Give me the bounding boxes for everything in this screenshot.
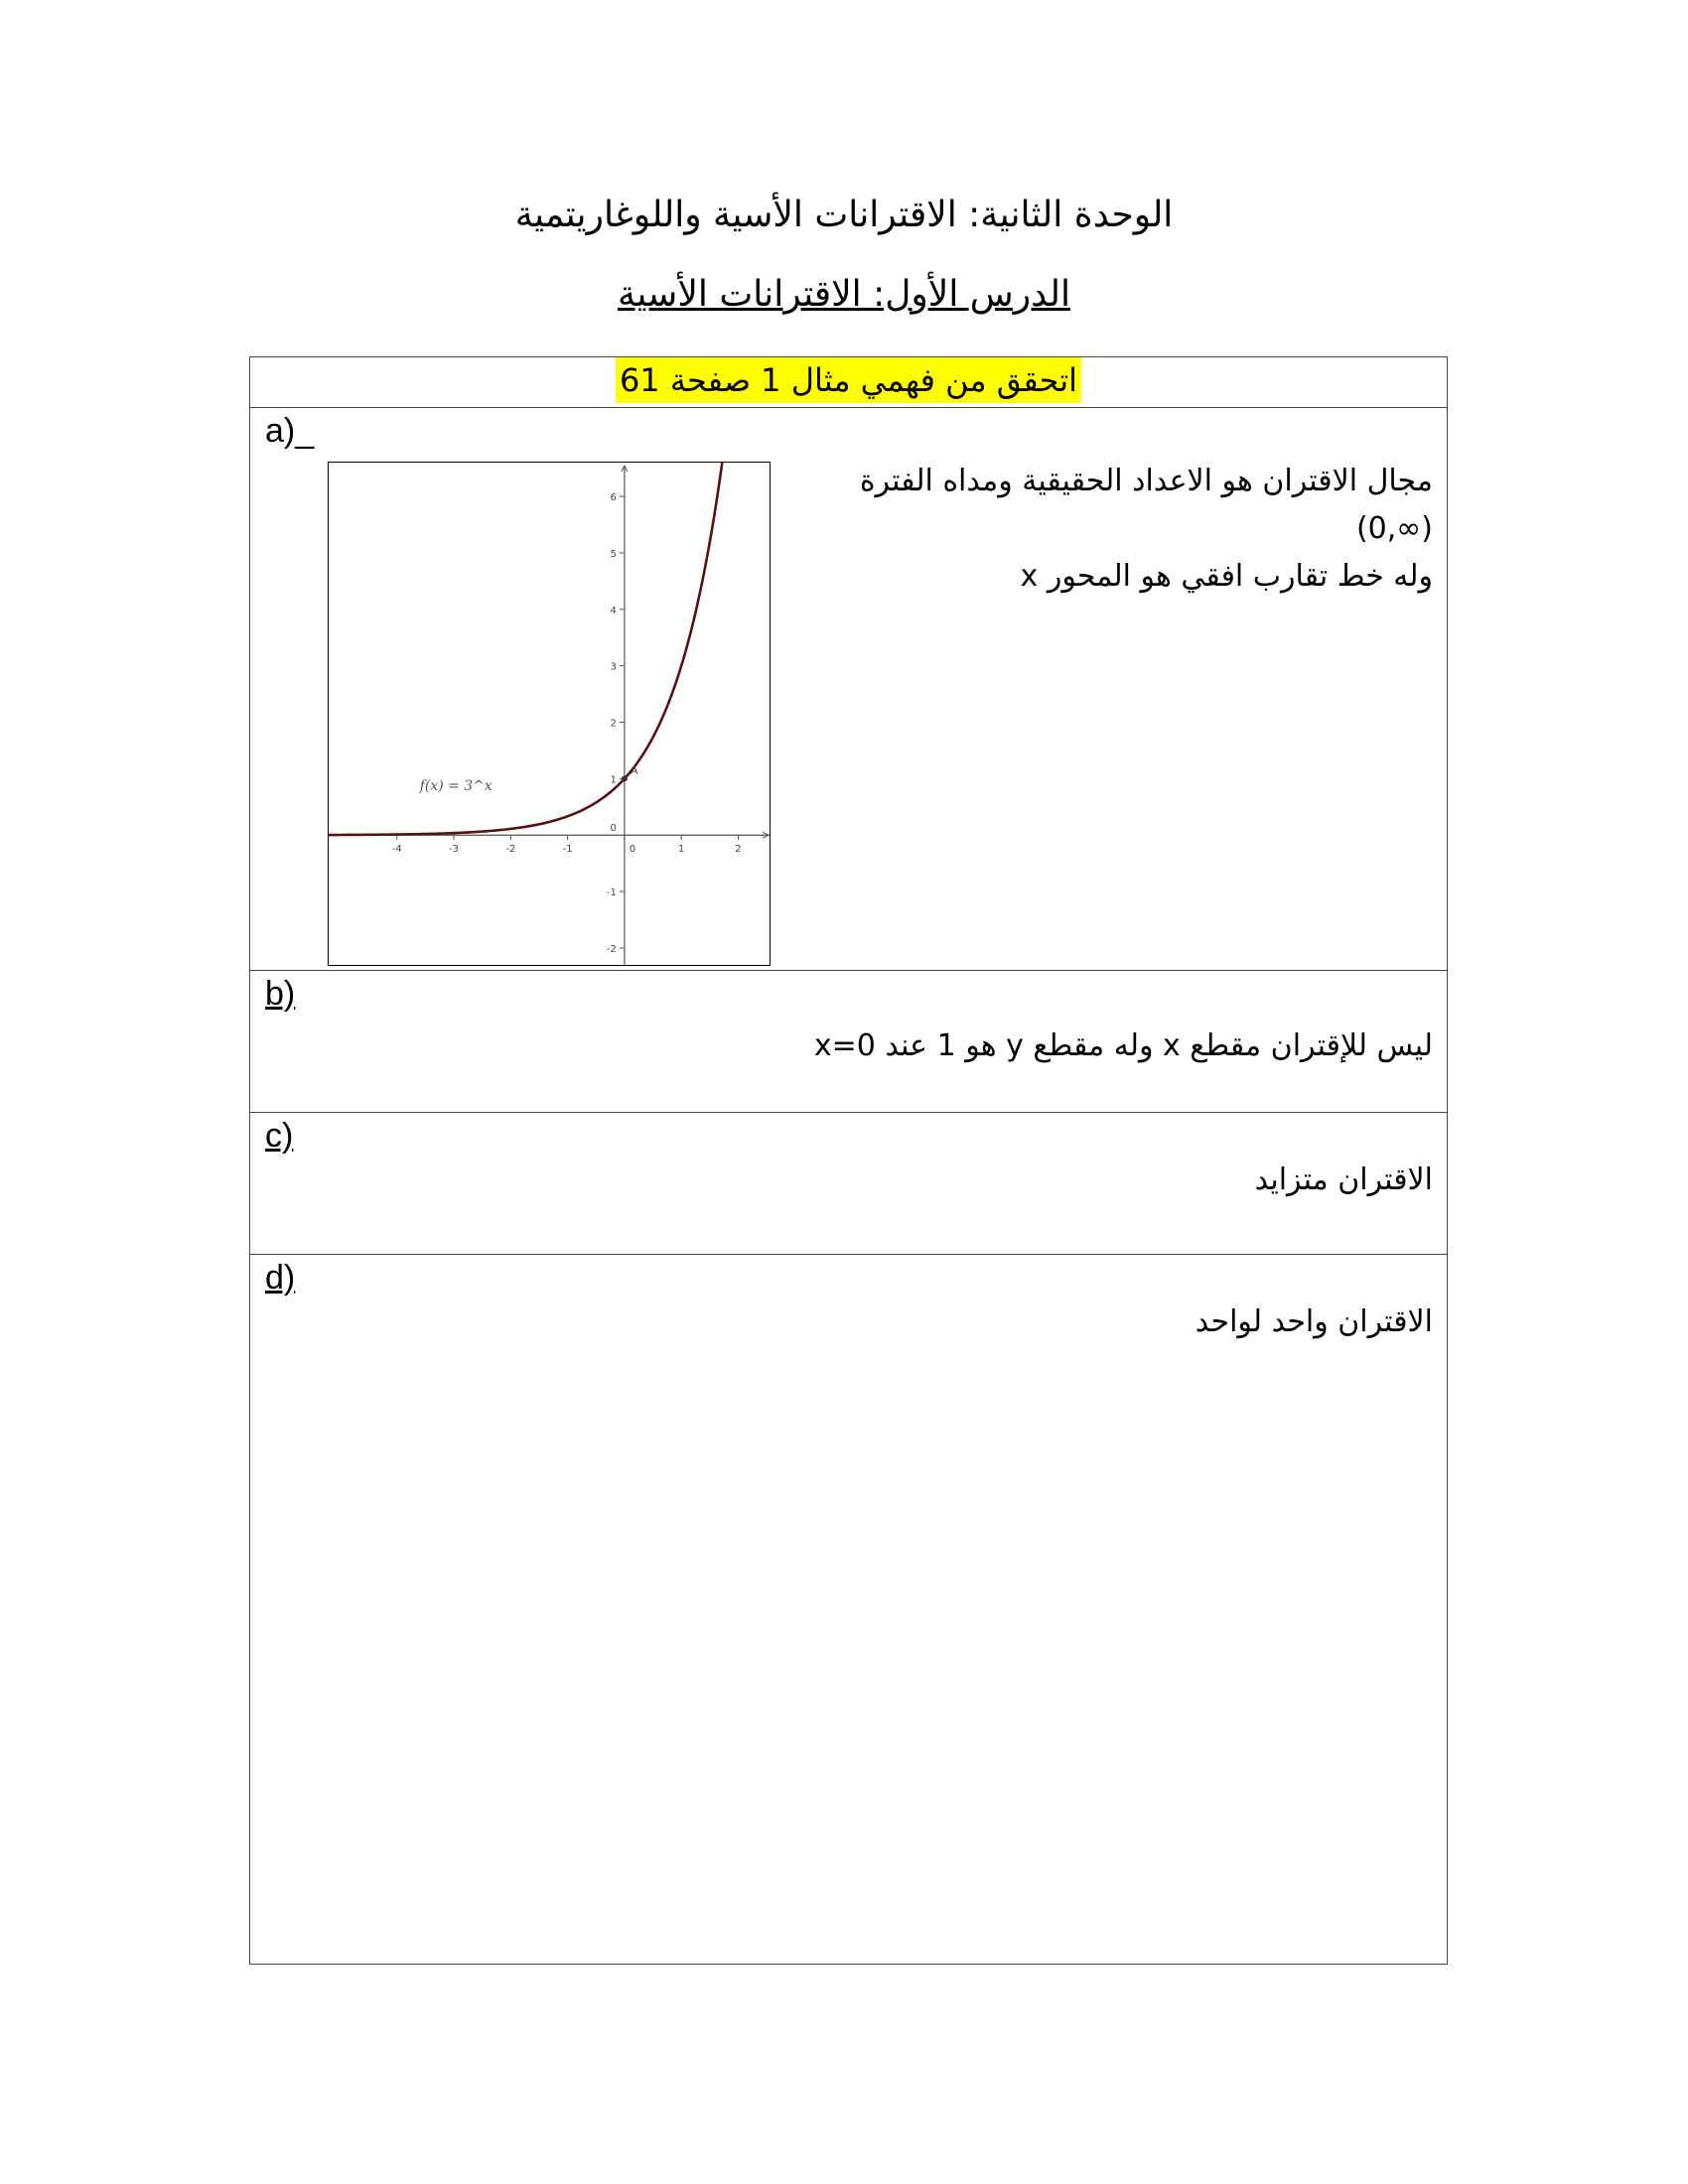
y-tick-label: 3 [610,661,617,673]
worksheet-table [249,356,1448,1965]
table-header-cell [250,357,1448,408]
exponential-graph [328,462,771,966]
row-a-answer-line-3: وله خط تقارب افقي هو المحور x [1020,559,1433,594]
y-tick-label: -1 [606,887,617,899]
table-header: اتحقق من فهمي مثال 1 صفحة 61 [616,357,1081,403]
exponential-curve [329,463,722,835]
row-a-answer-line-1: مجال الاقتران هو الاعداد الحقيقية ومداه الفترة [859,464,1433,498]
x-tick-label: -4 [391,844,402,856]
function-label: f(x) = 3^x [419,777,492,794]
row-c-label: c) [265,1117,294,1155]
y-tick-label: -2 [606,943,617,955]
unit-title: الوحدة الثانية: الاقترانات الأسية واللوغاريتمية [514,195,1174,235]
y-tick-label: 2 [610,718,617,730]
row-d [250,1255,1448,1965]
y-tick-label: 1 [610,774,617,786]
chart-svg [329,463,770,965]
x-tick-label: -3 [449,844,460,856]
x-tick-label: 1 [678,844,685,856]
range-interval: (0,∞) [1355,511,1433,546]
row-a [250,408,1448,971]
y-tick-label: 0 [610,823,617,835]
x-tick-label: 2 [735,844,742,856]
row-b-label: b) [265,975,296,1013]
row-a-answer-line-2 [797,505,1433,553]
row-b-answer: ليس للإقتران مقطع x وله مقطع y هو 1 عند x=0 [813,1028,1433,1063]
y-tick-label: 6 [610,492,617,504]
lesson-title-text: الدرس الأول: الاقترانات الأسية [618,274,1070,315]
row-a-answer [797,458,1433,601]
y-tick-label: 5 [610,548,617,560]
x-tick-label: -1 [562,844,573,856]
point-a-label: A [630,763,638,777]
row-a-label: a)_ [265,412,315,450]
lesson-title [0,274,1688,315]
row-d-answer: الاقتران واحد لواحد [1195,1304,1433,1339]
y-tick-label: 4 [610,605,617,616]
row-c-answer: الاقتران متزايد [1254,1162,1433,1197]
point-a-marker [622,775,628,781]
row-b [250,971,1448,1113]
x-tick-label: 0 [629,844,636,856]
x-tick-label: -2 [505,844,516,856]
row-c [250,1113,1448,1255]
row-d-label: d) [265,1259,296,1297]
